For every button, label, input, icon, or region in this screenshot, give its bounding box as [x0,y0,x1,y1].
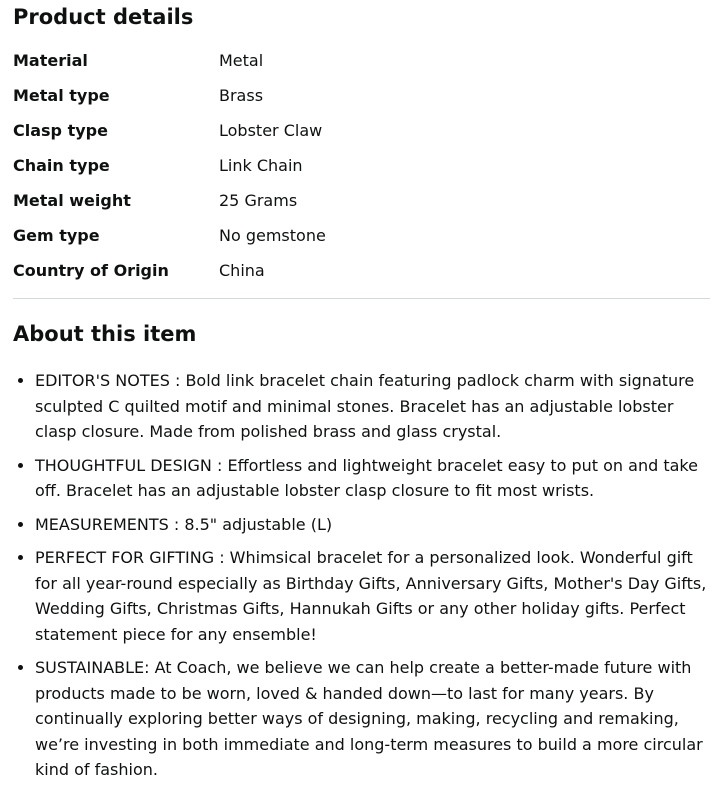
detail-label: Country of Origin [13,261,169,280]
detail-row-metal-type [13,78,326,113]
detail-value: Lobster Claw [219,121,323,140]
bullet-dot-icon [18,522,23,527]
about-bullet-editors-notes [13,368,710,445]
section-divider [13,298,710,299]
bullet-text: PERFECT FOR GIFTING : Whimsical bracelet for a personalized look. Wonderful gift for all year-round especially as Birthday Gifts, Anniversary Gifts, Mother's Day Gifts, Wedding Gifts, Christmas Gifts, Hannukah Gifts or any other holiday gifts. Perfect statement piece for any ensemble! [35,548,707,644]
about-bullet-measurements [13,512,710,538]
bullet-dot-icon [18,378,23,383]
about-this-item-heading: About this item [13,322,197,346]
about-bullet-list [13,368,710,791]
product-details-heading: Product details [13,5,194,29]
detail-value: Metal [219,51,264,70]
bullet-dot-icon [18,463,23,468]
detail-value: Link Chain [219,156,303,175]
detail-label: Material [13,51,88,70]
about-bullet-perfect-for-gifting [13,545,710,647]
about-bullet-sustainable [13,655,710,783]
detail-row-chain-type [13,148,326,183]
detail-label: Metal weight [13,191,131,210]
detail-label: Gem type [13,226,100,245]
detail-value: No gemstone [219,226,326,245]
detail-value: China [219,261,265,280]
about-bullet-thoughtful-design [13,453,710,504]
bullet-text: EDITOR'S NOTES : Bold link bracelet chain featuring padlock charm with signature sculpted C quilted motif and minimal stones. Bracelet has an adjustable lobster clasp closure. Made from polished brass and glass crystal. [35,371,695,441]
detail-label: Metal type [13,86,110,105]
bullet-dot-icon [18,665,23,670]
detail-value: Brass [219,86,264,105]
bullet-text: MEASUREMENTS : 8.5" adjustable (L) [35,514,333,534]
bullet-text: SUSTAINABLE: At Coach, we believe we can help create a better-made future with products made to be worn, loved & handed down—to last for many years. By continually exploring better ways of designing, making, recycling and remaking, we’re investing in both immediate and long-term measures to build a more circular kind of fashion. [35,658,703,779]
detail-row-clasp-type [13,113,326,148]
product-details-table [13,43,326,288]
detail-row-gem-type [13,218,326,253]
detail-label: Chain type [13,156,110,175]
detail-value: 25 Grams [219,191,298,210]
detail-row-country-of-origin [13,253,326,288]
bullet-text: THOUGHTFUL DESIGN : Effortless and lightweight bracelet easy to put on and take off. Bracelet has an adjustable lobster clasp closure to fit most wrists. [35,455,698,500]
detail-label: Clasp type [13,121,108,140]
detail-row-material [13,43,326,78]
bullet-dot-icon [18,555,23,560]
detail-row-metal-weight [13,183,326,218]
